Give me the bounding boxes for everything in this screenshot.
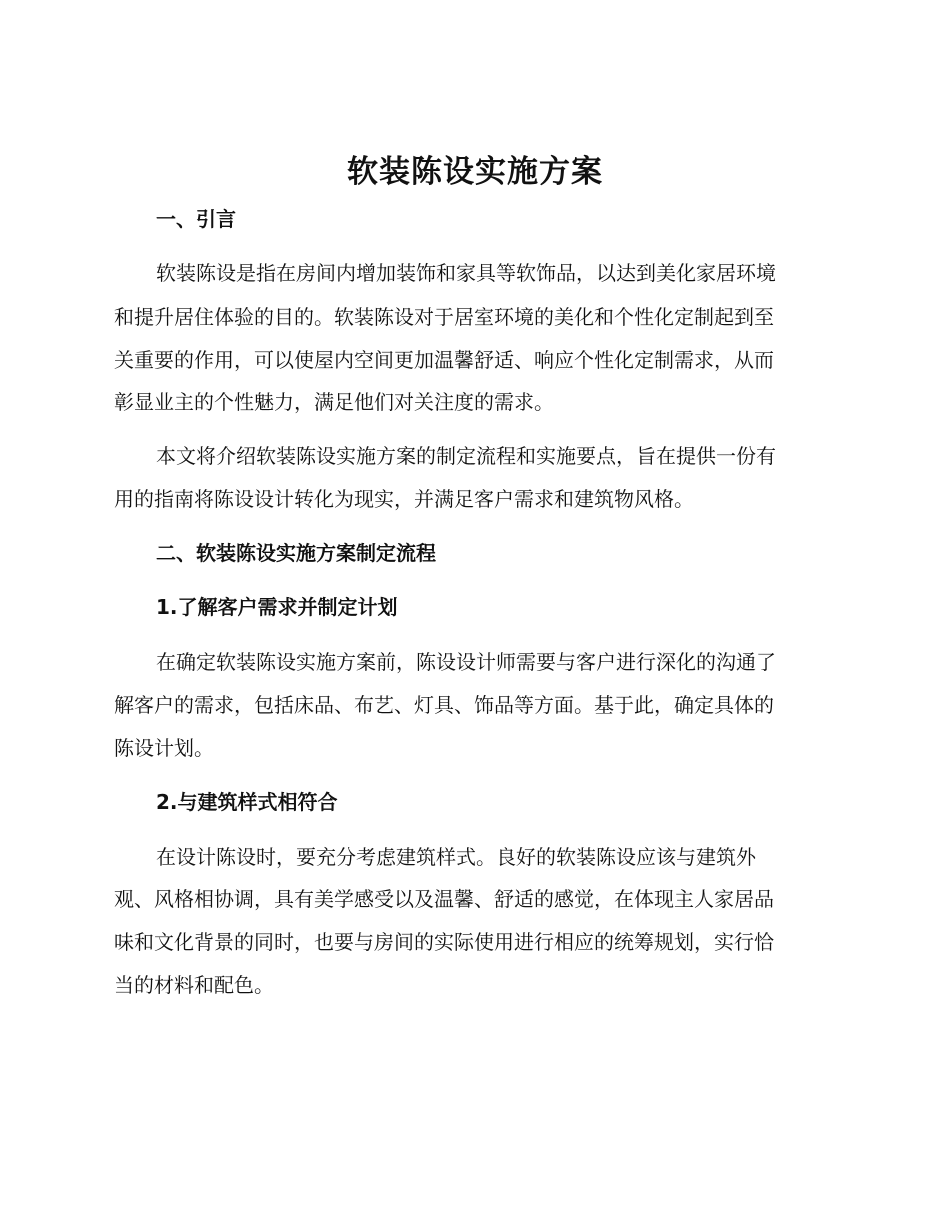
paragraph-line: 味和文化背景的同时，也要与房间的实际使用进行相应的统筹规划，实行恰 — [114, 930, 774, 954]
paragraph-line: 当的材料和配色。 — [114, 973, 274, 997]
paragraph-line: 用的指南将陈设设计转化为现实，并满足客户需求和建筑物风格。 — [114, 487, 694, 511]
paragraph-line: 解客户的需求，包括床品、布艺、灯具、饰品等方面。基于此，确定具体的 — [114, 693, 774, 717]
paragraph-line: 在确定软装陈设实施方案前，陈设设计师需要与客户进行深化的沟通了 — [156, 650, 776, 674]
paragraph-line: 软装陈设是指在房间内增加装饰和家具等软饰品，以达到美化家居环境 — [156, 261, 776, 285]
paragraph-line: 观、风格相协调，具有美学感受以及温馨、舒适的感觉，在体现主人家居品 — [114, 887, 774, 911]
paragraph-line: 关重要的作用，可以使屋内空间更加温馨舒适、响应个性化定制需求，从而 — [114, 348, 774, 372]
paragraph-line: 陈设计划。 — [114, 736, 214, 760]
subsection-heading-client-needs: 1.了解客户需求并制定计划 — [156, 595, 398, 619]
paragraph-line: 在设计陈设时，要充分考虑建筑样式。良好的软装陈设应该与建筑外 — [156, 845, 756, 869]
section-heading-introduction: 一、引言 — [156, 207, 236, 231]
document-title: 软装陈设实施方案 — [347, 154, 603, 190]
paragraph-line: 和提升居住体验的目的。软装陈设对于居室环境的美化和个性化定制起到至 — [114, 305, 774, 329]
paragraph-line: 彰显业主的个性魅力，满足他们对关注度的需求。 — [114, 390, 554, 414]
paragraph-line: 本文将介绍软装陈设实施方案的制定流程和实施要点，旨在提供一份有 — [156, 444, 776, 468]
section-heading-process: 二、软装陈设实施方案制定流程 — [156, 541, 436, 565]
subsection-heading-architecture: 2.与建筑样式相符合 — [156, 790, 338, 814]
